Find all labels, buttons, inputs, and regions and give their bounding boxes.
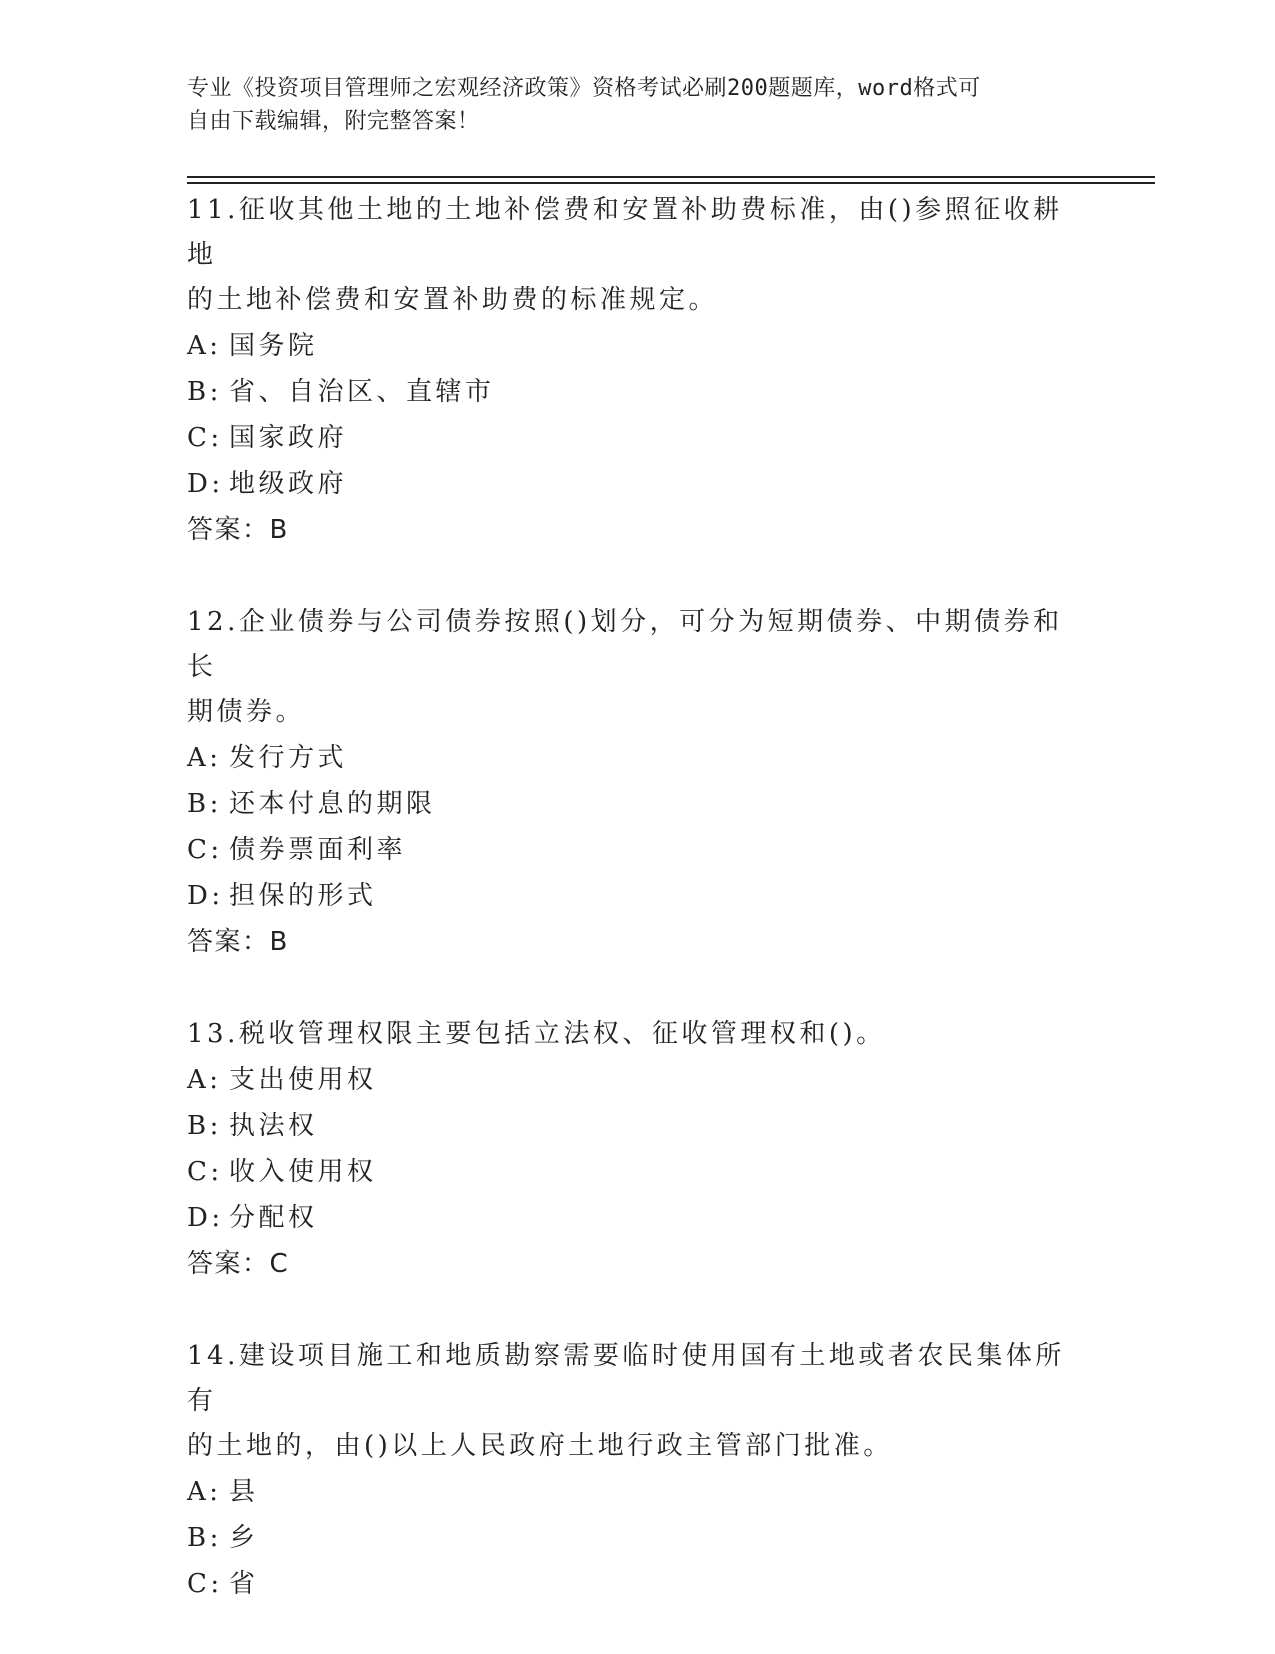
option-text: 国家政府 [229,423,348,453]
option-text: 县 [229,1477,259,1507]
option-b [187,369,1087,415]
option-text: 发行方式 [229,743,348,773]
option-text: 债券票面利率 [229,835,407,865]
option-key: B: [187,1523,222,1553]
option-text: 地级政府 [229,469,348,499]
option-c [187,827,1087,873]
question-11 [187,188,1087,553]
document-header [187,72,1067,138]
option-key: B: [187,789,222,819]
option-key: A: [187,1065,222,1095]
option-key: C: [187,423,223,453]
answer-line: 答案：B [187,515,289,545]
option-text: 还本付息的期限 [229,789,436,819]
stem-line: 12.企业债券与公司债券按照()划分，可分为短期债券、中期债券和长 [187,607,1063,682]
option-key: C: [187,835,223,865]
header-divider-top [187,176,1155,178]
option-d [187,873,1087,919]
option-key: B: [187,1111,222,1141]
question-stem [187,600,1087,735]
option-key: D: [187,881,224,911]
question-13 [187,1012,1087,1287]
option-b [187,781,1087,827]
option-d [187,461,1087,507]
question-list [187,188,1087,1654]
option-b [187,1515,1087,1561]
question-14 [187,1334,1087,1607]
option-text: 国务院 [229,331,318,361]
option-c [187,1561,1087,1607]
stem-line: 14.建设项目施工和地质勘察需要临时使用国有土地或者农民集体所有 [187,1341,1065,1416]
option-d [187,1195,1087,1241]
option-c [187,415,1087,461]
question-stem [187,1012,1087,1057]
stem-line: 期债券。 [187,697,306,727]
option-text: 担保的形式 [229,881,377,911]
option-a [187,1469,1087,1515]
option-text: 支出使用权 [229,1065,377,1095]
option-text: 乡 [229,1523,259,1553]
header-line-1: 专业《投资项目管理师之宏观经济政策》资格考试必刷200题题库，word格式可 [187,76,981,101]
option-b [187,1103,1087,1149]
option-a [187,735,1087,781]
option-a [187,323,1087,369]
question-stem [187,1334,1087,1469]
answer-line: 答案：C [187,1249,290,1279]
option-key: B: [187,377,222,407]
stem-line: 的土地补偿费和安置补助费的标准规定。 [187,285,719,315]
header-line-2: 自由下载编辑，附完整答案！ [187,109,480,134]
option-key: A: [187,743,222,773]
header-divider-bottom [187,182,1155,184]
option-text: 省 [229,1569,259,1599]
option-text: 省、自治区、直辖市 [229,377,495,407]
answer-line: 答案：B [187,927,289,957]
stem-line: 13.税收管理权限主要包括立法权、征收管理权和()。 [187,1019,886,1049]
option-key: D: [187,469,224,499]
question-stem [187,188,1087,323]
option-key: C: [187,1157,223,1187]
option-key: A: [187,331,222,361]
option-key: C: [187,1569,223,1599]
option-key: A: [187,1477,222,1507]
option-a [187,1057,1087,1103]
stem-line: 11.征收其他土地的土地补偿费和安置补助费标准，由()参照征收耕地 [187,195,1063,270]
stem-line: 的土地的，由()以上人民政府土地行政主管部门批准。 [187,1431,893,1461]
option-key: D: [187,1203,224,1233]
option-text: 执法权 [229,1111,318,1141]
question-12 [187,600,1087,965]
option-text: 分配权 [229,1203,318,1233]
option-text: 收入使用权 [229,1157,377,1187]
option-c [187,1149,1087,1195]
